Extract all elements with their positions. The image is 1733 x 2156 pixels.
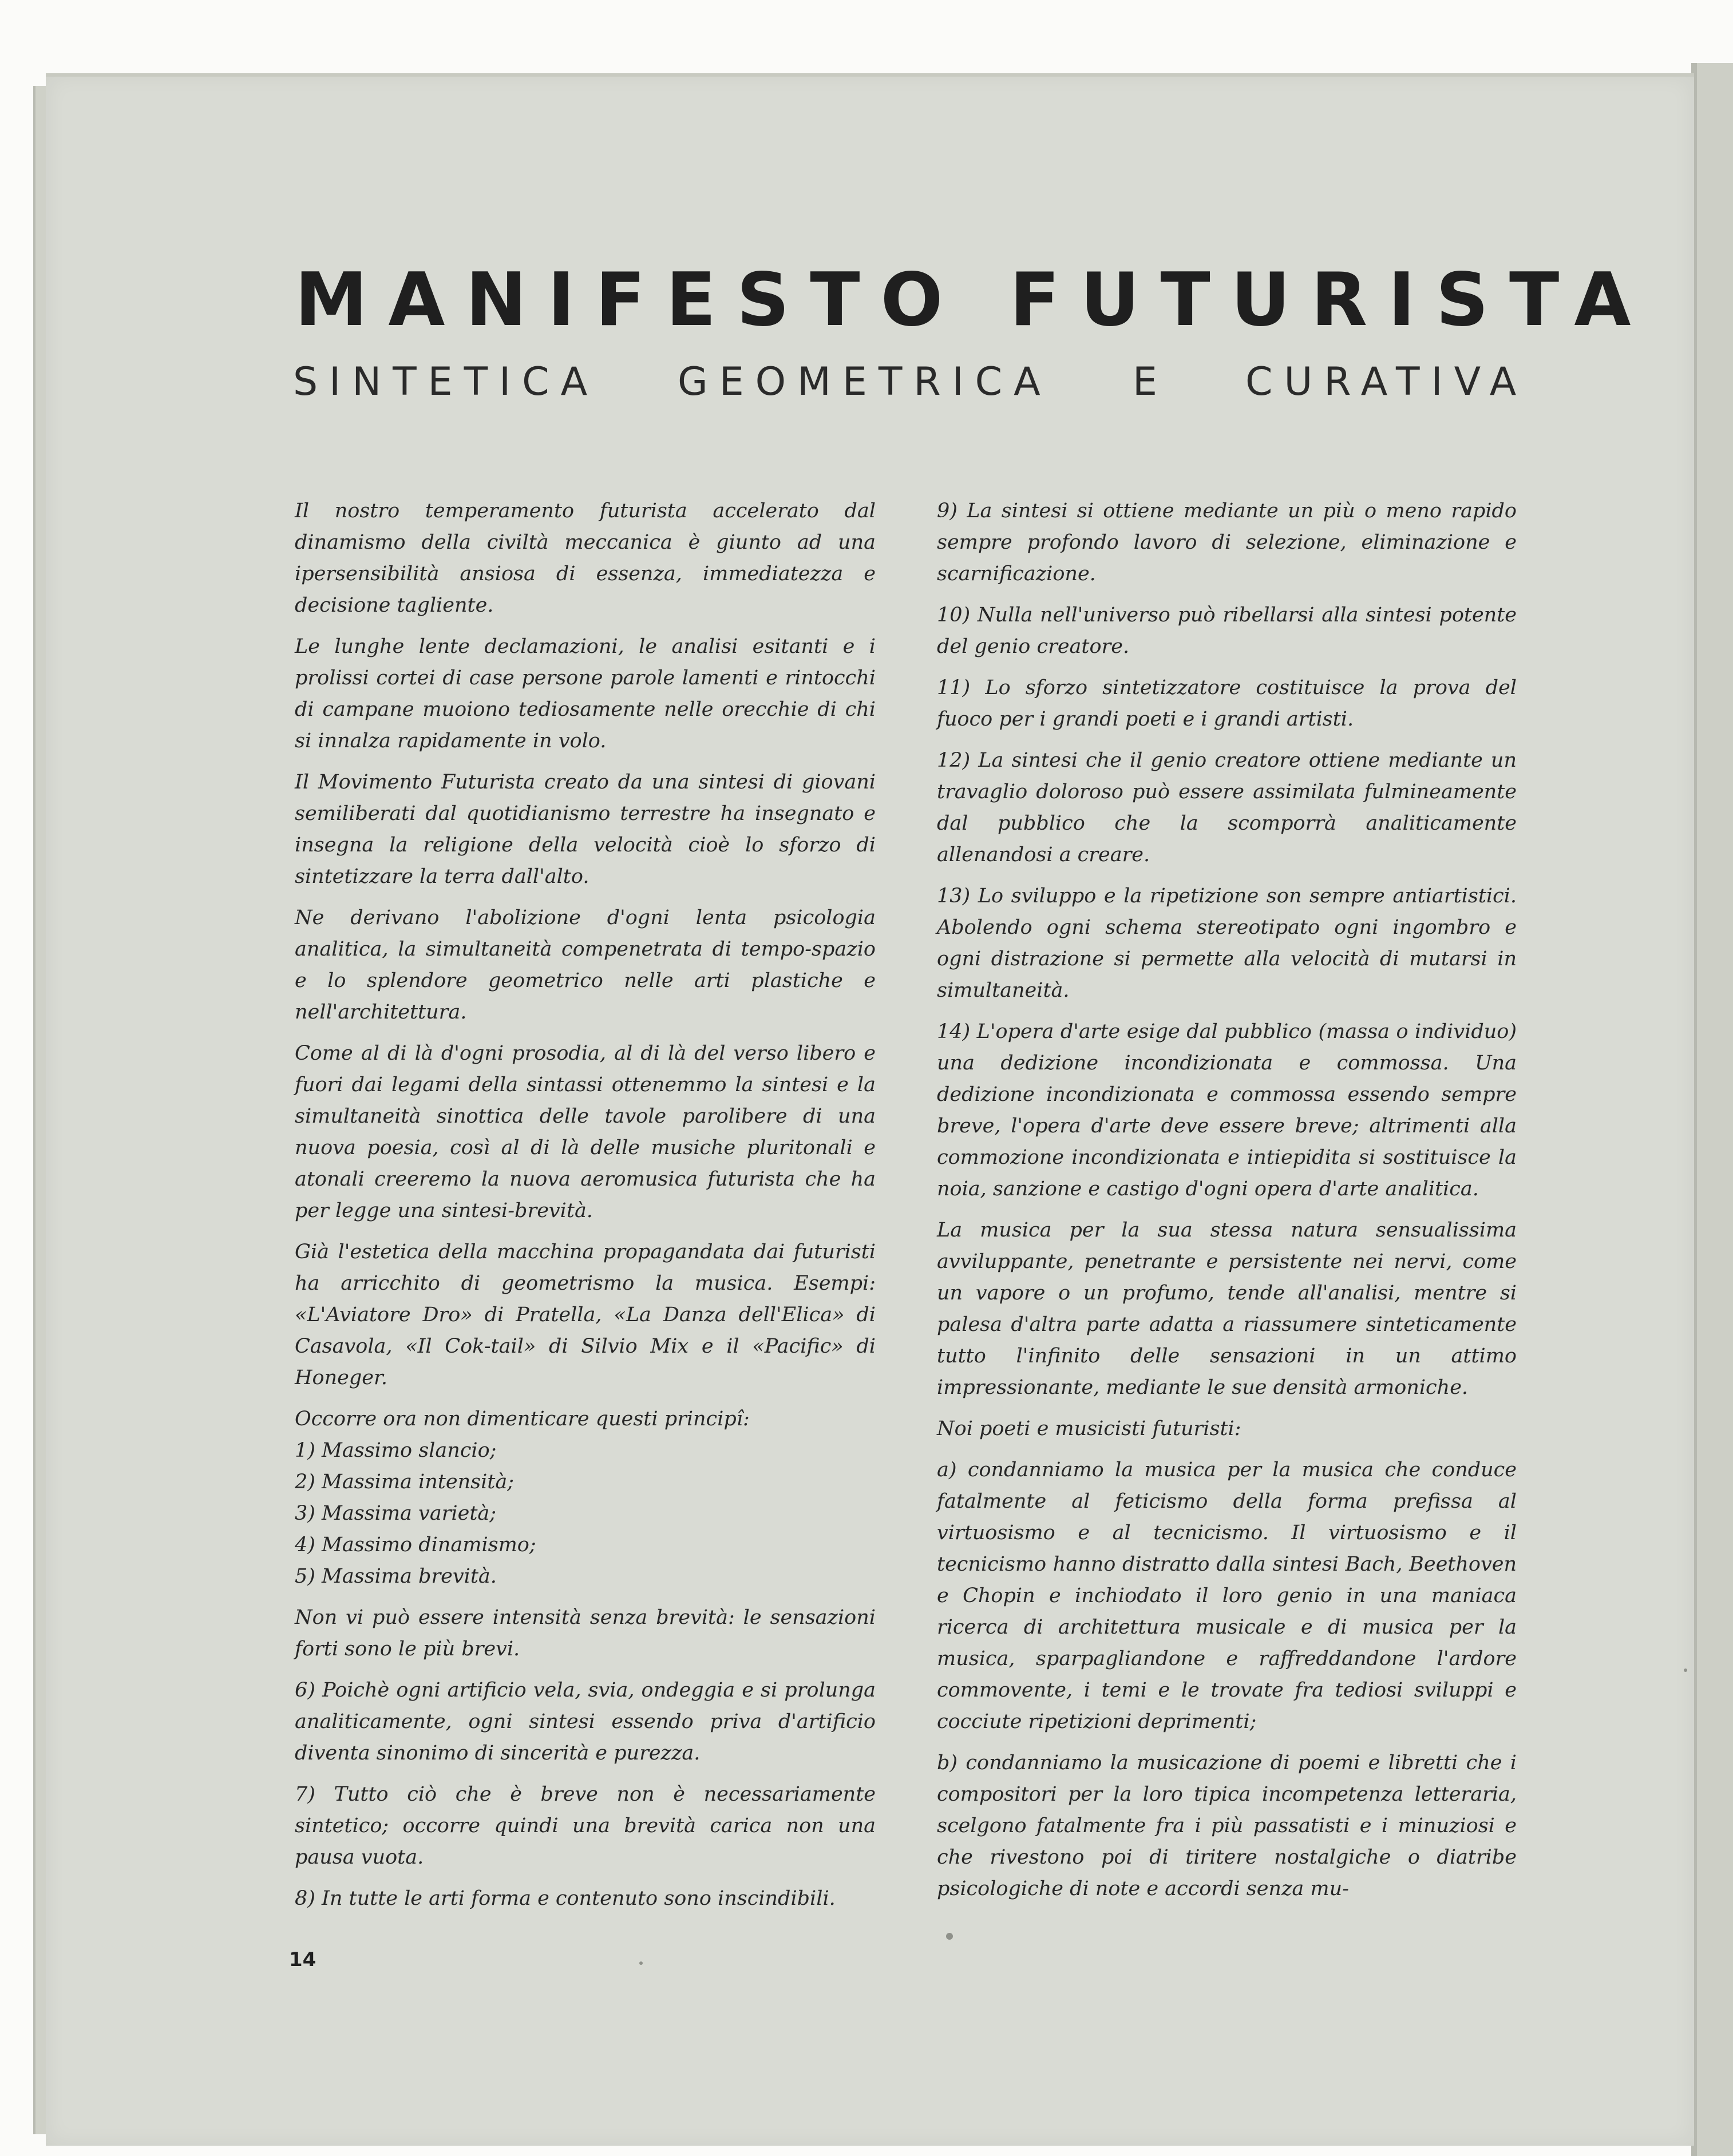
page-top-edge (46, 73, 1694, 77)
paragraph: 11) Lo sforzo sintetizzatore costituisce la prova del fuoco per i grandi poeti e i grandi artisti. (937, 676, 1517, 731)
paragraph: La musica per la sua stessa natura sensualissima avviluppante, penetrante e persistente nei nervi, come un vapore o un profumo, tende all'analisi, mentre si palesa d'altra parte adatta a riassumere sinteticamente tutto l'infinito delle sensazioni in un attimo impressionante, mediante le sue densità armoniche. (937, 1219, 1517, 1399)
paragraph: Già l'estetica della macchina propagandata dai futuristi ha arricchito di geometrismo la musica. Esempi: «L'Aviatore Dro» di Pratella, «La Danza dell'Elica» di Casavola, «Il Cok-tail» di Silvio Mix e il «Pacific» di Honeger. (295, 1241, 876, 1389)
paragraph: Ne derivano l'abolizione d'ogni lenta psicologia analitica, la simultaneità compenetrata di tempo-spazio e lo splendore geometrico nelle arti plastiche e nell'architettura. (295, 906, 876, 1024)
page-number: 14 (289, 1948, 316, 1971)
next-page-edge (1695, 63, 1733, 2156)
principle-item: 3) Massima varietà; (295, 1502, 497, 1525)
subtitle-word: E (1133, 359, 1169, 405)
paper-speck (639, 1961, 643, 1965)
principle-item: 2) Massima intensità; (295, 1471, 514, 1493)
page-title: MANIFESTO FUTURISTA (295, 257, 1652, 343)
paragraph: a) condanniamo la musica per la musica che conduce fatalmente al feticismo della forma prefissa al virtuosismo e al tecnicismo. Il virtuosismo e il tecnicismo hanno distratto dalla sintesi Bach, Beethoven e Chopin e inchiodato il loro genio in una maniaca ricerca di architettura musicale e di musica per la musica, sparpagliandone e raffreddandone l'ardore commovente, i temi e le trovate fra tediosi sviluppi e cocciute ripetizioni deprimenti; (937, 1459, 1517, 1733)
paragraph: 14) L'opera d'arte esige dal pubblico (massa o individuo) una dedizione incondizionata e commossa. Una dedizione incondizionata e commossa essendo sempre breve, l'opera d'arte deve essere breve; altrimenti alla commozione incondizionata e intiepidita si sostituisce la noia, sanzione e castigo d'ogni opera d'arte analitica. (937, 1020, 1517, 1200)
paragraph: b) condanniamo la musicazione di poemi e libretti che i compositori per la loro tipica incompetenza letteraria, scelgono fatalmente fra i più passatisti e i minuziosi e che rivestono poi di tiritere nostalgiche o diatribe psicologiche di note e accordi senza mu- (937, 1751, 1517, 1900)
paper-speck (1684, 1668, 1687, 1672)
paragraph: 13) Lo sviluppo e la ripetizione son sempre antiartistici. Abolendo ogni schema stereotipato ogni ingombro e ogni distrazione si permette alla velocità di mutarsi in simultaneità. (937, 885, 1517, 1002)
principle-item: 4) Massimo dinamismo; (295, 1533, 536, 1556)
paragraph: 10) Nulla nell'universo può ribellarsi alla sintesi potente del genio creatore. (937, 604, 1517, 658)
subtitle-word: SINTETICA (293, 359, 599, 405)
paragraph: Occorre ora non dimenticare questi principî: (295, 1408, 750, 1430)
paragraph: Le lunghe lente declamazioni, le analisi esitanti e i prolissi cortei di case persone parole lamenti e rintocchi di campane muoiono tediosamente nelle orecchie di chi si innalza rapidamente in volo. (295, 635, 876, 752)
paragraph: 9) La sintesi si ottiene mediante un più o meno rapido sempre profondo lavoro di selezione, eliminazione e scarnificazione. (937, 500, 1517, 585)
paragraph: 6) Poichè ogni artificio vela, svia, ondeggia e si prolunga analiticamente, ogni sintesi essendo priva d'artificio diventa sinonimo di sincerità e purezza. (295, 1679, 876, 1765)
paragraph: Non vi può essere intensità senza brevità: le sensazioni forti sono le più brevi. (295, 1606, 876, 1660)
right-column (937, 496, 1517, 1915)
paper-speck (946, 1933, 953, 1940)
paragraph: Come al di là d'ogni prosodia, al di là del verso libero e fuori dai legami della sintassi ottenemmo la sintesi e la simultaneità sinottica delle tavole parolibere di una nuova poesia, così al di là delle musiche pluritonali e atonali creeremo la nuova aeromusica futurista che ha per legge una sintesi-brevità. (295, 1042, 876, 1222)
paragraph: Il Movimento Futurista creato da una sintesi di giovani semiliberati dal quotidianismo terrestre ha insegnato e insegna la religione della velocità cioè lo sforzo di sintetizzare la terra dall'alto. (295, 771, 876, 888)
principle-item: 1) Massimo slancio; (295, 1439, 497, 1462)
paragraph: 8) In tutte le arti forma e contenuto sono inscindibili. (295, 1887, 836, 1910)
paragraph: 12) La sintesi che il genio creatore ottiene mediante un travaglio doloroso può essere assimilata fulmineamente dal pubblico che la scomporrà analiticamente allenandosi a creare. (937, 749, 1517, 866)
subtitle-word: GEOMETRICA (678, 359, 1052, 405)
paragraph: Noi poeti e musicisti futuristi: (937, 1417, 1241, 1440)
principle-item: 5) Massima brevità. (295, 1565, 497, 1588)
subtitle-word: CURATIVA (1245, 359, 1528, 405)
left-column (295, 496, 876, 1924)
paragraph: 7) Tutto ciò che è breve non è necessariamente sintetico; occorre quindi una brevità carica non una pausa vuota. (295, 1783, 876, 1869)
paragraph: Il nostro temperamento futurista accelerato dal dinamismo della civiltà meccanica è giunto ad una ipersensibilità ansiosa di essenza, immediatezza e decisione tagliente. (295, 500, 876, 617)
